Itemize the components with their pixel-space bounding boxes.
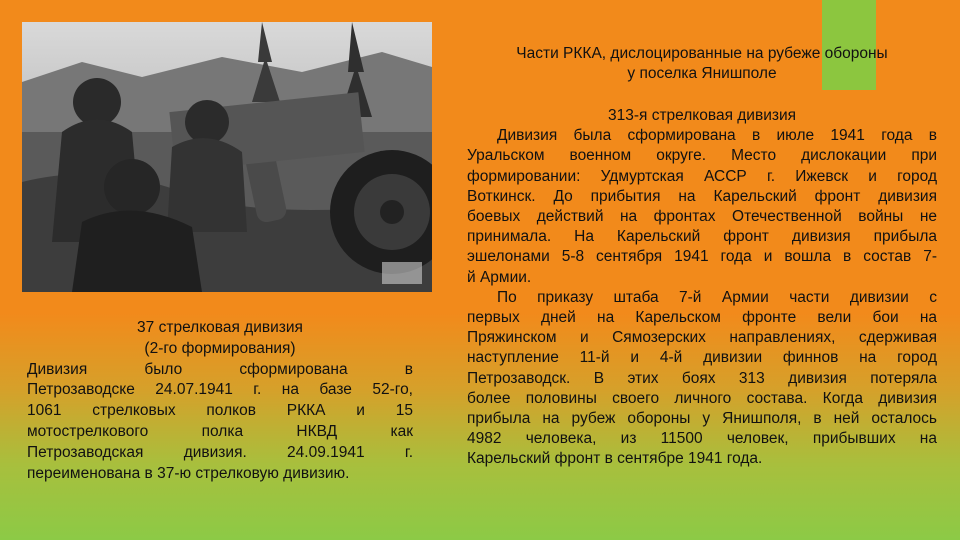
- division-313-para1-line: Воткинск. До прибытия на Карельский фронт дивизия: [467, 187, 937, 205]
- division-313-para1-line: Уральском военном округе. Место дислокации при: [467, 147, 937, 165]
- division-313-title: 313-я стрелковая дивизия: [607, 107, 797, 124]
- division-37-line: Дивизия было сформирована в: [27, 360, 413, 378]
- division-313-para2-line: По приказу штаба 7-й Армии части дивизии с: [497, 288, 937, 306]
- historical-photo: [22, 22, 432, 292]
- division-313-para2-line: прибыла на рубеж обороны у Янишполя, в ней осталось: [467, 410, 937, 428]
- division-313-para2-line: 4982 человека, из 11500 человек, прибывших на: [467, 430, 937, 448]
- division-37-title: 37 стрелковая дивизия: [137, 319, 303, 336]
- division-313-para1-line: принимала. На Карельский фронт дивизия прибыла: [467, 228, 937, 246]
- division-313-para2-line: Карельский фронт в сентябре 1941 года.: [467, 450, 763, 468]
- division-313-para2-line: наступление 11-й и 4-й дивизии финнов на город: [467, 349, 937, 367]
- division-313-para2-line: Пряжинском и Сямозерских направлениях, сдерживая: [467, 329, 937, 347]
- soldiers-artillery-photo-icon: [22, 22, 432, 292]
- division-313-para1-line: боевых действий на фронтах Отечественной войны не: [467, 208, 937, 226]
- division-37-line: переименована в 37-ю стрелковую дивизию.: [27, 464, 350, 482]
- division-313-para2-line: первых дней на Карельском фронте вели бои на: [467, 309, 937, 327]
- division-37-line: 1061 стрелковых полков РККА и 15: [27, 402, 413, 420]
- division-313-para1-line: Дивизия была сформирована в июле 1941 года в: [497, 127, 937, 145]
- division-313-para1-line: формировании: Удмуртская АССР г. Ижевск и город: [467, 167, 937, 185]
- division-313-para2-line: более половины своего личного состава. Когда дивизия: [467, 389, 937, 407]
- page-heading-line: Части РККА, дислоцированные на рубеже обороны: [516, 45, 888, 62]
- division-313-para1-line: эшелонами 5-8 сентября 1941 года и вошла в состав 7-: [467, 248, 937, 266]
- division-37-line: Петрозаводская дивизия. 24.09.1941 г.: [27, 443, 413, 461]
- division-313-para2-line: Петрозаводск. В этих боях 313 дивизия потеряла: [467, 369, 937, 387]
- division-37-subtitle: (2-го формирования): [144, 339, 296, 357]
- division-313-para1-line: й Армии.: [467, 268, 532, 286]
- page-heading-line: у поселка Янишполе: [627, 65, 777, 82]
- division-37-line: мотострелкового полка НКВД как: [27, 422, 413, 440]
- page-heading: [462, 44, 942, 84]
- division-37-block: [27, 318, 413, 484]
- division-313-block: [467, 106, 937, 470]
- division-37-line: Петрозаводске 24.07.1941 г. на базе 52-го,: [27, 381, 413, 399]
